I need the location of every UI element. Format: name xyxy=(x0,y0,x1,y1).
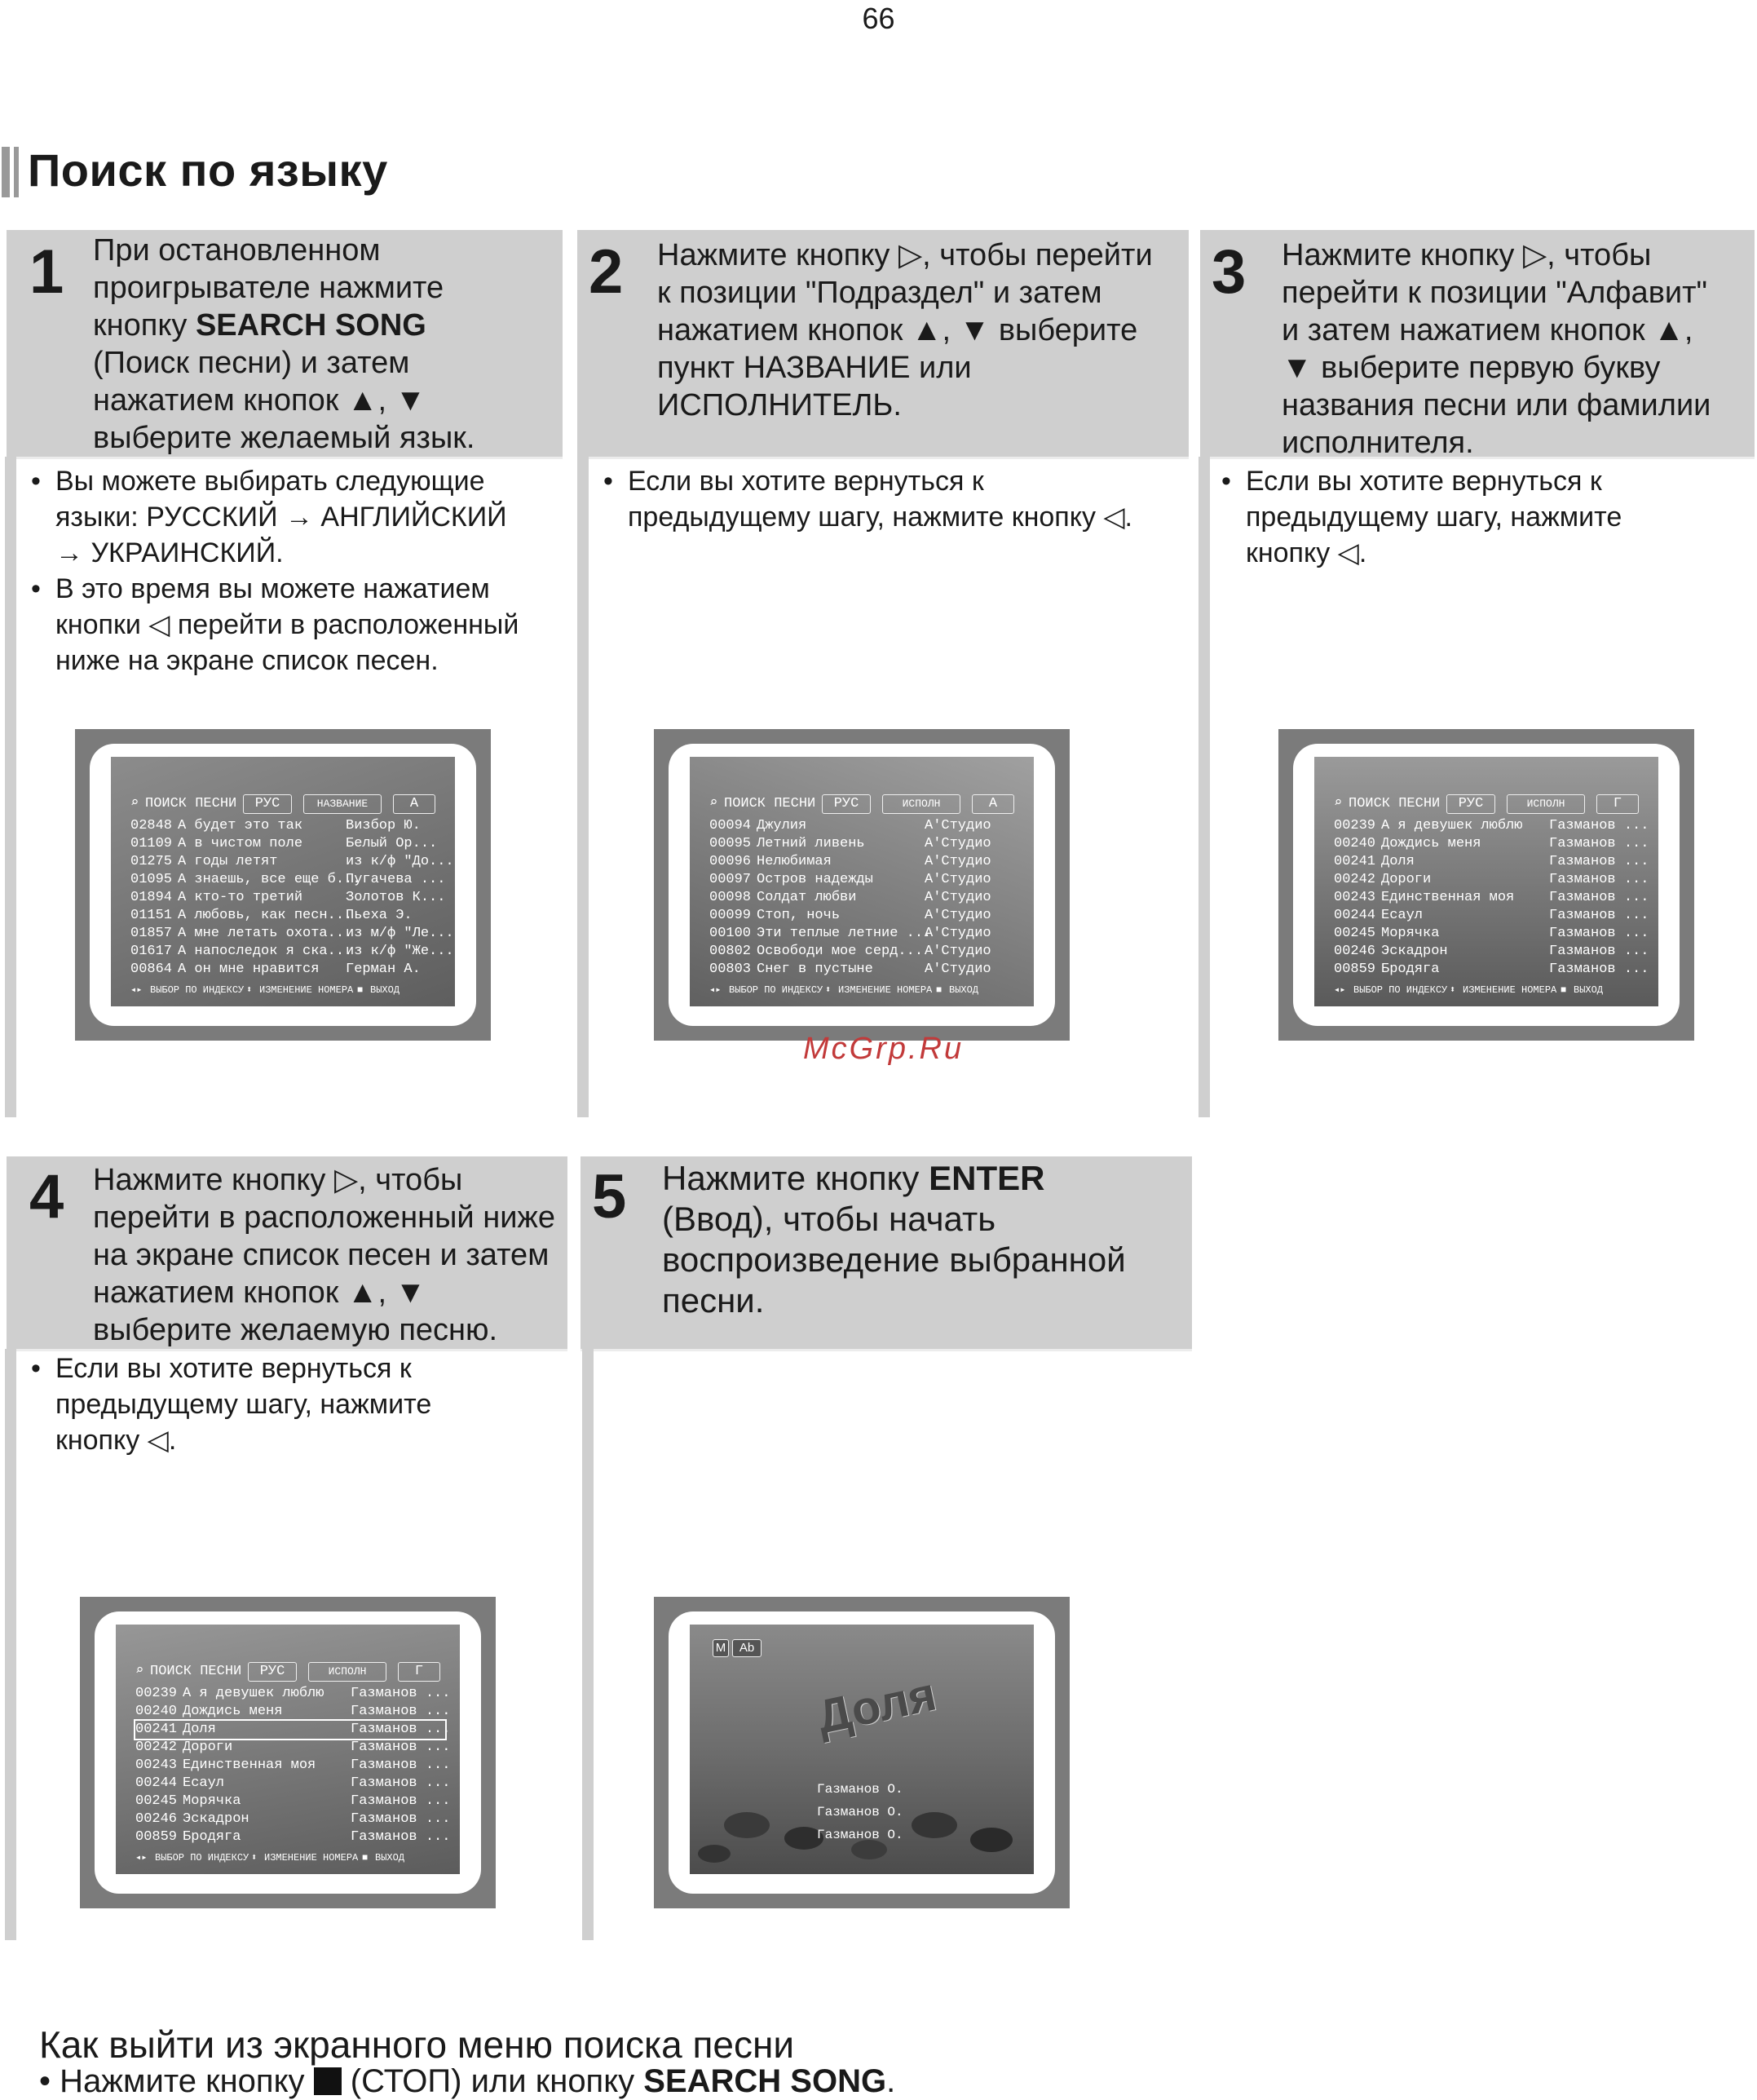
alphabet-field[interactable]: А xyxy=(972,794,1014,814)
song-title: Солдат любви xyxy=(757,890,857,905)
song-title: А напоследок я ска... xyxy=(178,944,353,959)
song-title: А кто-то третий xyxy=(178,890,303,905)
song-row[interactable] xyxy=(135,1793,451,1810)
left-right-icon: ◂▸ xyxy=(709,984,722,996)
song-title: Эскадрон xyxy=(1381,944,1448,959)
song-search-menu xyxy=(135,1662,451,1868)
song-artist: Газманов ... xyxy=(1549,872,1649,887)
song-row[interactable] xyxy=(1334,889,1649,907)
menu-title: ПОИСК ПЕСНИ xyxy=(724,796,816,811)
song-row[interactable] xyxy=(135,1703,451,1721)
song-row[interactable] xyxy=(1334,907,1649,925)
note-item: • В это время вы можете нажатием кнопки ◁ перейти в расположенный ниже на экране список песен. xyxy=(28,571,566,679)
stop-icon xyxy=(314,2067,342,2095)
song-number: 00244 xyxy=(1334,908,1376,923)
alphabet-field[interactable]: Г xyxy=(1596,794,1639,814)
step-4-notes xyxy=(28,1351,566,1458)
song-row[interactable] xyxy=(130,835,440,853)
footer-change: ИЗМЕНЕНИЕ НОМЕРА xyxy=(1463,984,1557,996)
search-icon: ⌕ xyxy=(135,1664,144,1679)
song-search-menu xyxy=(130,794,454,1000)
song-artist: Золотов К... xyxy=(346,890,446,905)
song-artist: Газманов ... xyxy=(1549,890,1649,905)
song-number: 00240 xyxy=(135,1704,178,1719)
song-row[interactable] xyxy=(709,835,1019,853)
step-number: 1 xyxy=(29,237,64,307)
song-row[interactable] xyxy=(130,853,454,871)
step-1-text: При остановленном проигрывателе нажмите кнопку SEARCH SONG (Поиск песни) и затем нажатием кнопок ▲, ▼ выберите желаемый язык. xyxy=(93,233,475,455)
song-title: Дороги xyxy=(183,1740,233,1755)
song-title: А будет это так xyxy=(178,818,303,833)
song-artist: А'Студио xyxy=(925,962,991,977)
song-row[interactable] xyxy=(135,1721,451,1739)
song-row[interactable] xyxy=(1334,943,1649,961)
note-item: • Если вы хотите вернуться к предыдущему шагу, нажмите кнопку ◁. xyxy=(1218,463,1748,571)
step-1-notes xyxy=(28,463,566,679)
song-row[interactable] xyxy=(709,907,1019,925)
song-title: Нелюбимая xyxy=(757,854,832,869)
song-row[interactable] xyxy=(130,961,440,979)
song-row[interactable] xyxy=(709,961,1019,979)
song-row[interactable] xyxy=(1334,871,1649,889)
song-number: 01617 xyxy=(130,944,173,959)
subcategory-field[interactable]: НАЗВАНИЕ xyxy=(303,794,382,814)
song-artist: Газманов ... xyxy=(351,1740,451,1755)
step-number: 5 xyxy=(592,1162,627,1231)
menu-header-row xyxy=(135,1662,445,1680)
song-title: А в чистом поле xyxy=(178,836,303,851)
subcategory-field[interactable]: ИСПОЛН xyxy=(882,794,960,814)
song-number: 00246 xyxy=(1334,944,1376,959)
song-row[interactable] xyxy=(709,925,1019,943)
song-title: Морячка xyxy=(183,1793,241,1809)
song-row[interactable] xyxy=(1334,835,1649,853)
song-number: 00245 xyxy=(1334,926,1376,941)
tv-screen-2 xyxy=(654,729,1070,1041)
step-2-text: Нажмите кнопку ▷, чтобы перейти к позиции "Подраздел" и затем нажатием кнопок ▲, ▼ выберите пункт НАЗВАНИЕ или ИСПОЛНИТЕЛЬ. xyxy=(657,238,1153,422)
menu-footer xyxy=(1334,982,1644,998)
song-title: Дождись меня xyxy=(1381,836,1481,851)
song-artist: Белый Ор... xyxy=(346,836,438,851)
song-row[interactable] xyxy=(130,925,454,943)
song-number: 01109 xyxy=(130,836,173,851)
song-title: А он мне нравится xyxy=(178,962,320,977)
song-row[interactable] xyxy=(135,1828,451,1846)
song-artist: А'Студио xyxy=(925,944,991,959)
menu-title: ПОИСК ПЕСНИ xyxy=(145,796,237,811)
song-title: Есаул xyxy=(183,1775,225,1791)
song-number: 00241 xyxy=(1334,854,1376,869)
song-artist: А'Студио xyxy=(925,926,991,941)
song-number: 00240 xyxy=(1334,836,1376,851)
song-number: 00100 xyxy=(709,926,752,941)
step-4-text: Нажмите кнопку ▷, чтобы перейти в расположенный ниже на экране список песен и затем нажатием кнопок ▲, ▼ выберите желаемую песню. xyxy=(93,1163,555,1347)
search-icon: ⌕ xyxy=(1334,796,1343,811)
language-field[interactable]: РУС xyxy=(243,794,292,814)
song-artist: Газманов ... xyxy=(351,1793,451,1809)
up-down-icon: ⬍ xyxy=(246,984,253,996)
song-artist: А'Студио xyxy=(925,872,991,887)
up-down-icon: ⬍ xyxy=(251,1852,258,1863)
mode-indicator: M xyxy=(713,1639,729,1657)
song-title: Единственная моя xyxy=(1381,890,1515,905)
song-row[interactable] xyxy=(135,1685,451,1703)
song-title: Дороги xyxy=(1381,872,1432,887)
song-number: 00859 xyxy=(135,1829,178,1845)
song-row[interactable] xyxy=(130,943,454,961)
footer-select: ВЫБОР ПО ИНДЕКСУ xyxy=(150,984,245,996)
step-number: 2 xyxy=(589,237,624,307)
song-artist: Газманов ... xyxy=(351,1722,451,1737)
song-row[interactable] xyxy=(135,1810,451,1828)
song-row[interactable] xyxy=(1334,853,1649,871)
song-row[interactable] xyxy=(135,1775,451,1793)
song-title: Снег в пустыне xyxy=(757,962,873,977)
song-artist: А'Студио xyxy=(925,818,991,833)
menu-footer xyxy=(130,982,440,998)
song-number: 00097 xyxy=(709,872,752,887)
title-marker xyxy=(2,147,24,197)
menu-header-row xyxy=(130,794,440,812)
song-artist: Газманов ... xyxy=(1549,944,1649,959)
song-number: 00099 xyxy=(709,908,752,923)
song-search-menu xyxy=(709,794,1019,1000)
song-artist: А'Студио xyxy=(925,836,991,851)
song-title: А знаешь, все еще б... xyxy=(178,872,361,887)
menu-title: ПОИСК ПЕСНИ xyxy=(150,1664,242,1679)
song-row[interactable] xyxy=(130,907,440,925)
footer-exit: ВЫХОД xyxy=(1574,984,1604,996)
song-artist: Визбор Ю. xyxy=(346,818,421,833)
step-3-text: Нажмите кнопку ▷, чтобы перейти к позиции "Алфавит" и затем нажатием кнопок ▲, ▼ выберите первую букву названия песни или фамилии исполнителя. xyxy=(1282,238,1711,460)
language-field[interactable]: РУС xyxy=(822,794,871,814)
song-title: Единственная моя xyxy=(183,1757,316,1773)
song-title: А любовь, как песн... xyxy=(178,908,353,923)
left-right-icon: ◂▸ xyxy=(130,984,143,996)
left-right-icon: ◂▸ xyxy=(1334,984,1346,996)
subcategory-field[interactable]: ИСПОЛН xyxy=(1507,794,1585,814)
song-number: 01857 xyxy=(130,926,173,941)
stop-icon: ■ xyxy=(936,984,943,996)
song-artist: Пьеха Э. xyxy=(346,908,413,923)
footer-change: ИЗМЕНЕНИЕ НОМЕРА xyxy=(259,984,354,996)
song-row[interactable] xyxy=(135,1757,451,1775)
search-icon: ⌕ xyxy=(709,796,718,811)
song-artist: Газманов ... xyxy=(1549,836,1649,851)
song-title: Бродяга xyxy=(1381,962,1440,977)
song-artist: из м/ф "Ле... xyxy=(346,926,454,941)
song-artist: А'Студио xyxy=(925,908,991,923)
song-title: А я девушек люблю xyxy=(1381,818,1523,833)
song-title-overlay: Доля xyxy=(812,1667,941,1744)
menu-title: ПОИСК ПЕСНИ xyxy=(1349,796,1441,811)
song-number: 01894 xyxy=(130,890,173,905)
song-number: 00245 xyxy=(135,1793,178,1809)
song-row[interactable] xyxy=(130,871,446,889)
song-row[interactable] xyxy=(709,889,1019,907)
menu-footer xyxy=(135,1850,445,1866)
song-search-menu xyxy=(1334,794,1649,1000)
song-title: Доля xyxy=(183,1722,216,1737)
song-artist: Герман А. xyxy=(346,962,421,977)
song-number: 00243 xyxy=(135,1757,178,1773)
song-title: Стоп, ночь xyxy=(757,908,841,923)
song-row[interactable] xyxy=(709,853,1019,871)
song-artist: Газманов ... xyxy=(351,1811,451,1827)
song-number: 00864 xyxy=(130,962,173,977)
footer-select: ВЫБОР ПО ИНДЕКСУ xyxy=(1353,984,1448,996)
song-number: 01275 xyxy=(130,854,173,869)
song-artist: Газманов ... xyxy=(351,1686,451,1701)
alphabet-field[interactable]: А xyxy=(393,794,435,814)
song-title: Летний ливень xyxy=(757,836,865,851)
song-number: 02848 xyxy=(130,818,173,833)
song-title: Дождись меня xyxy=(183,1704,283,1719)
song-row[interactable] xyxy=(709,817,1019,835)
note-item: • Если вы хотите вернуться к предыдущему шагу, нажмите кнопку ◁. xyxy=(28,1351,566,1458)
up-down-icon: ⬍ xyxy=(1450,984,1456,996)
song-number: 01095 xyxy=(130,872,173,887)
tv-screen-5 xyxy=(654,1597,1070,1908)
language-field[interactable]: РУС xyxy=(1446,794,1495,814)
song-number: 00243 xyxy=(1334,890,1376,905)
song-title: Морячка xyxy=(1381,926,1440,941)
song-artist: Газманов ... xyxy=(1549,854,1649,869)
menu-header-row xyxy=(709,794,1019,812)
song-row[interactable] xyxy=(1334,925,1649,943)
footer-change: ИЗМЕНЕНИЕ НОМЕРА xyxy=(838,984,933,996)
song-artist: Газманов ... xyxy=(1549,962,1649,977)
page-title: Поиск по языку xyxy=(28,144,388,196)
song-number: 00094 xyxy=(709,818,752,833)
song-title: Есаул xyxy=(1381,908,1424,923)
song-title: А годы летят xyxy=(178,854,278,869)
song-row[interactable] xyxy=(135,1739,451,1757)
song-artist: Газманов ... xyxy=(351,1775,451,1791)
menu-footer xyxy=(709,982,1019,998)
step-number: 4 xyxy=(29,1162,64,1231)
watermark: McGrp.Ru xyxy=(803,1032,965,1066)
song-row[interactable] xyxy=(1334,961,1649,979)
song-row[interactable] xyxy=(1334,817,1649,835)
lyrics-badge: Ab xyxy=(732,1639,762,1657)
song-number: 00803 xyxy=(709,962,752,977)
song-title: Эти теплые летние ... xyxy=(757,926,932,941)
footer-exit: ВЫХОД xyxy=(370,984,400,996)
song-number: 00239 xyxy=(1334,818,1376,833)
song-title: Эскадрон xyxy=(183,1811,249,1827)
song-title: Джулия xyxy=(757,818,807,833)
song-number: 00096 xyxy=(709,854,752,869)
language-field[interactable]: РУС xyxy=(248,1662,297,1682)
song-number: 00095 xyxy=(709,836,752,851)
stop-icon: ■ xyxy=(362,1852,369,1863)
song-artist: Газманов ... xyxy=(351,1829,451,1845)
step-2-notes xyxy=(600,463,1187,535)
song-artist: из к/ф "Же... xyxy=(346,944,454,959)
song-number: 00802 xyxy=(709,944,752,959)
song-number: 00244 xyxy=(135,1775,178,1791)
song-number: 00239 xyxy=(135,1686,178,1701)
song-artist: Пугачева ... xyxy=(346,872,446,887)
song-artist: Газманов ... xyxy=(1549,926,1649,941)
tv-screen-3 xyxy=(1278,729,1694,1041)
footer-select: ВЫБОР ПО ИНДЕКСУ xyxy=(729,984,823,996)
song-artist: А'Студио xyxy=(925,854,991,869)
menu-header-row xyxy=(1334,794,1644,812)
song-number: 00242 xyxy=(135,1740,178,1755)
alphabet-field[interactable]: Г xyxy=(398,1662,440,1682)
song-artist: Газманов ... xyxy=(351,1757,451,1773)
exit-instruction: • Нажмите кнопку (СТОП) или кнопку SEARCH SONG. xyxy=(39,2063,896,2099)
step-number: 3 xyxy=(1212,237,1247,307)
tv-screen-1 xyxy=(75,729,491,1041)
song-number: 00242 xyxy=(1334,872,1376,887)
song-artist: Газманов ... xyxy=(1549,818,1649,833)
song-artist: А'Студио xyxy=(925,890,991,905)
song-row[interactable] xyxy=(130,889,446,907)
stop-icon: ■ xyxy=(357,984,364,996)
footer-exit: ВЫХОД xyxy=(949,984,979,996)
song-number: 00098 xyxy=(709,890,752,905)
note-item: • Вы можете выбирать следующие языки: РУССКИЙ → АНГЛИЙСКИЙ → УКРАИНСКИЙ. xyxy=(28,463,566,571)
song-artist: из к/ф "До... xyxy=(346,854,454,869)
left-right-icon: ◂▸ xyxy=(135,1852,148,1863)
song-title: Освободи мое серд... xyxy=(757,944,924,959)
song-artist: Газманов ... xyxy=(1549,908,1649,923)
song-title: А я девушек люблю xyxy=(183,1686,324,1701)
song-title: Остров надежды xyxy=(757,872,873,887)
song-artist: Газманов ... xyxy=(351,1704,451,1719)
tv-screen-4 xyxy=(80,1597,496,1908)
stop-icon: ■ xyxy=(1561,984,1567,996)
song-row[interactable] xyxy=(709,943,1019,961)
song-number: 00246 xyxy=(135,1811,178,1827)
step-3-notes xyxy=(1218,463,1748,571)
footer-select: ВЫБОР ПО ИНДЕКСУ xyxy=(155,1852,249,1863)
song-number: 00241 xyxy=(135,1722,178,1737)
step-5-text: Нажмите кнопку ENTER (Ввод), чтобы начать воспроизведение выбранной песни. xyxy=(662,1159,1126,1320)
up-down-icon: ⬍ xyxy=(825,984,832,996)
song-row[interactable] xyxy=(130,817,440,835)
subcategory-field[interactable]: ИСПОЛН xyxy=(308,1662,386,1682)
footer-change: ИЗМЕНЕНИЕ НОМЕРА xyxy=(264,1852,359,1863)
search-icon: ⌕ xyxy=(130,796,139,811)
song-title: Бродяга xyxy=(183,1829,241,1845)
artist-list: Газманов О. Газманов О. Газманов О. xyxy=(817,1782,903,1842)
exit-heading: Как выйти из экранного меню поиска песни xyxy=(39,2023,795,2066)
song-title: А мне летать охота... xyxy=(178,926,353,941)
note-item: • Если вы хотите вернуться к предыдущему шагу, нажмите кнопку ◁. xyxy=(600,463,1187,535)
song-number: 01151 xyxy=(130,908,173,923)
song-row[interactable] xyxy=(709,871,1019,889)
song-number: 00859 xyxy=(1334,962,1376,977)
page-number: 66 xyxy=(862,2,895,35)
song-title: Доля xyxy=(1381,854,1415,869)
footer-exit: ВЫХОД xyxy=(375,1852,405,1863)
